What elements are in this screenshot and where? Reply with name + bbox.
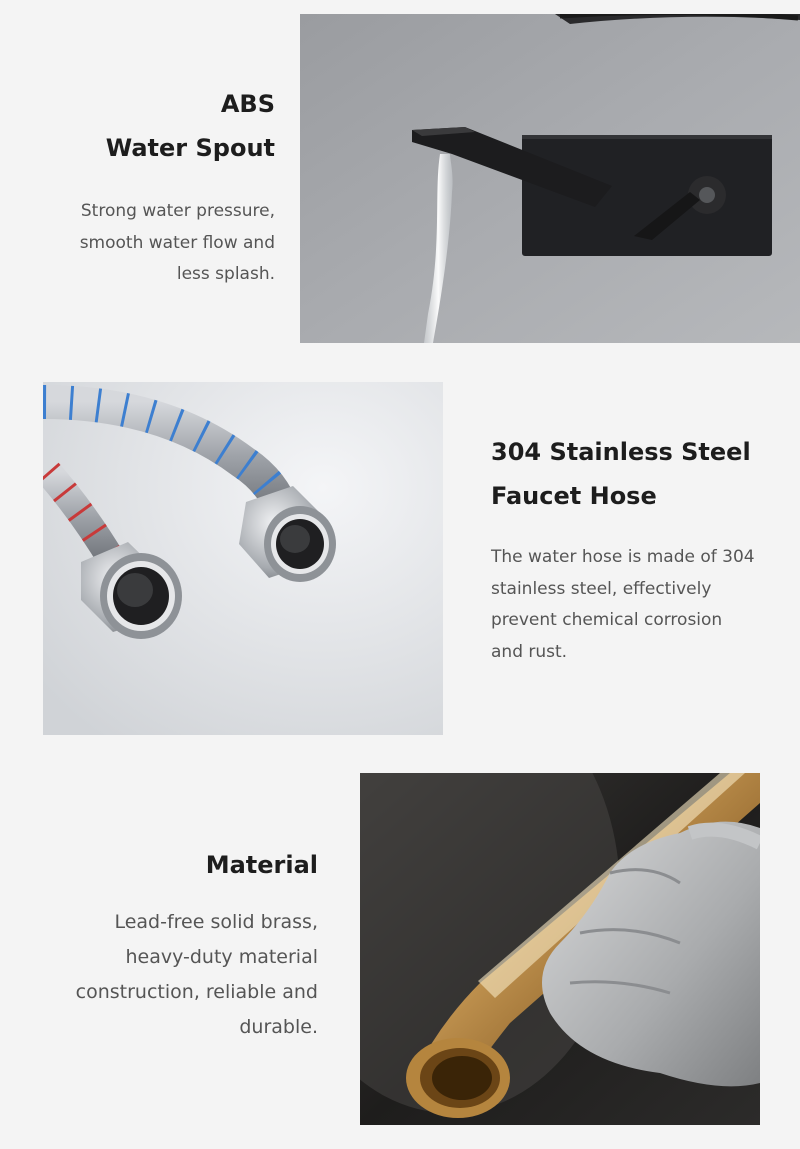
description-line: prevent chemical corrosion [491, 610, 723, 630]
heading-line: 304 Stainless Steel [491, 438, 751, 466]
feature-description [491, 542, 791, 668]
description-line: construction, reliable and [75, 981, 318, 1003]
description-line: heavy-duty material [125, 946, 318, 968]
description-line: durable. [239, 1016, 318, 1038]
heading-line: Water Spout [105, 134, 275, 162]
feature-text-water-spout [15, 82, 275, 291]
faucet-spout-photo [300, 14, 800, 343]
heading-line: Faucet Hose [491, 482, 657, 510]
feature-section-water-spout [0, 0, 800, 360]
feature-section-faucet-hose [0, 360, 800, 750]
brass-material-photo [360, 773, 760, 1125]
feature-heading [491, 430, 791, 518]
feature-text-material [38, 843, 318, 1045]
feature-text-faucet-hose [491, 430, 791, 668]
description-line: Lead-free solid brass, [114, 911, 318, 933]
heading-line: ABS [220, 90, 275, 118]
description-line: less splash. [176, 264, 275, 284]
feature-description [15, 196, 275, 291]
feature-heading [38, 843, 318, 887]
stainless-hose-photo [43, 382, 443, 735]
feature-heading [15, 82, 275, 170]
description-line: and rust. [491, 641, 568, 662]
description-line: Strong water pressure, [80, 201, 275, 221]
heading-line: Material [205, 851, 318, 879]
feature-description [38, 905, 318, 1045]
description-line: The water hose is made of 304 [491, 547, 755, 567]
description-line: stainless steel, effectively [491, 578, 712, 599]
feature-section-material [0, 750, 800, 1149]
description-line: smooth water flow and [79, 232, 275, 253]
